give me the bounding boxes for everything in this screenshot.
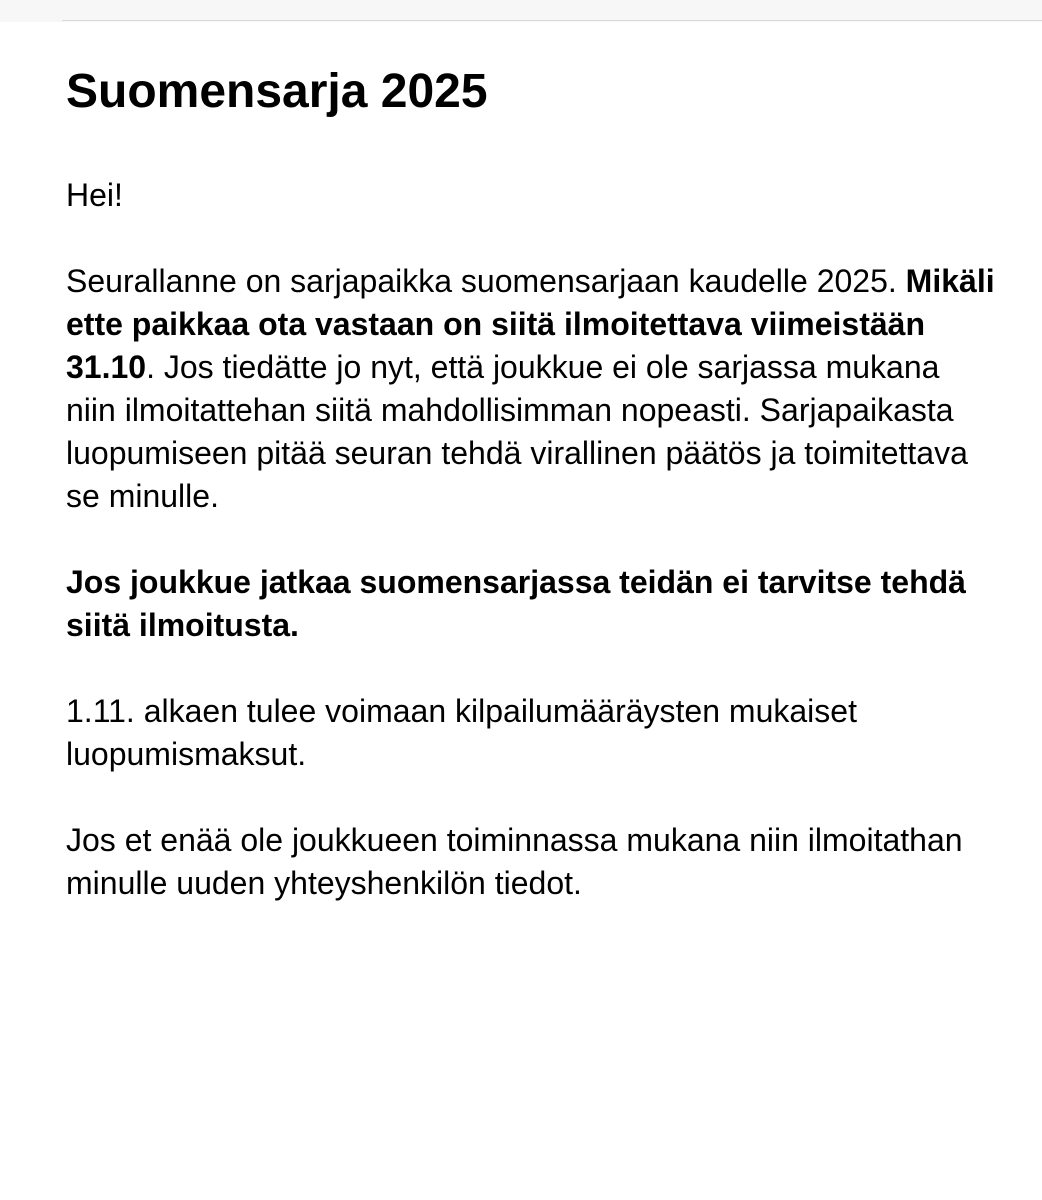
paragraph-2-bold: Jos joukkue jatkaa suomensarjassa teidän ei tarvitse tehdä siitä ilmoitusta. [66, 564, 966, 643]
email-body [66, 174, 996, 905]
email-paragraph-4: Jos et enää ole joukkueen toiminnassa mukana niin ilmoitathan minulle uuden yhteyshenkilön tiedot. [66, 822, 963, 901]
paragraph-1-bold-deadline: Mikäli ette paikkaa ota vastaan on siitä ilmoitettava viimeistään 31.10 [66, 263, 995, 385]
email-paragraph-3: 1.11. alkaen tulee voimaan kilpailumääräysten mukaiset luopumismaksut. [66, 693, 857, 772]
paragraph-1-text-end: . Jos tiedätte jo nyt, että joukkue ei ole sarjassa mukana niin ilmoitattehan siitä mahdollisimman nopeasti. Sarjapaikasta luopumiseen pitää seuran tehdä virallinen päätös ja toimitettava se minulle. [66, 349, 968, 514]
toolbar-edge [62, 0, 1042, 21]
top-toolbar-strip [0, 0, 1042, 22]
email-greeting: Hei! [66, 177, 123, 213]
email-subject: Suomensarja 2025 [66, 65, 488, 118]
email-paragraph-1 [66, 260, 996, 518]
email-paragraph-2 [66, 561, 996, 647]
paragraph-1-text-start: Seurallanne on sarjapaikka suomensarjaan kaudelle 2025. [66, 263, 906, 299]
email-message [66, 62, 996, 948]
